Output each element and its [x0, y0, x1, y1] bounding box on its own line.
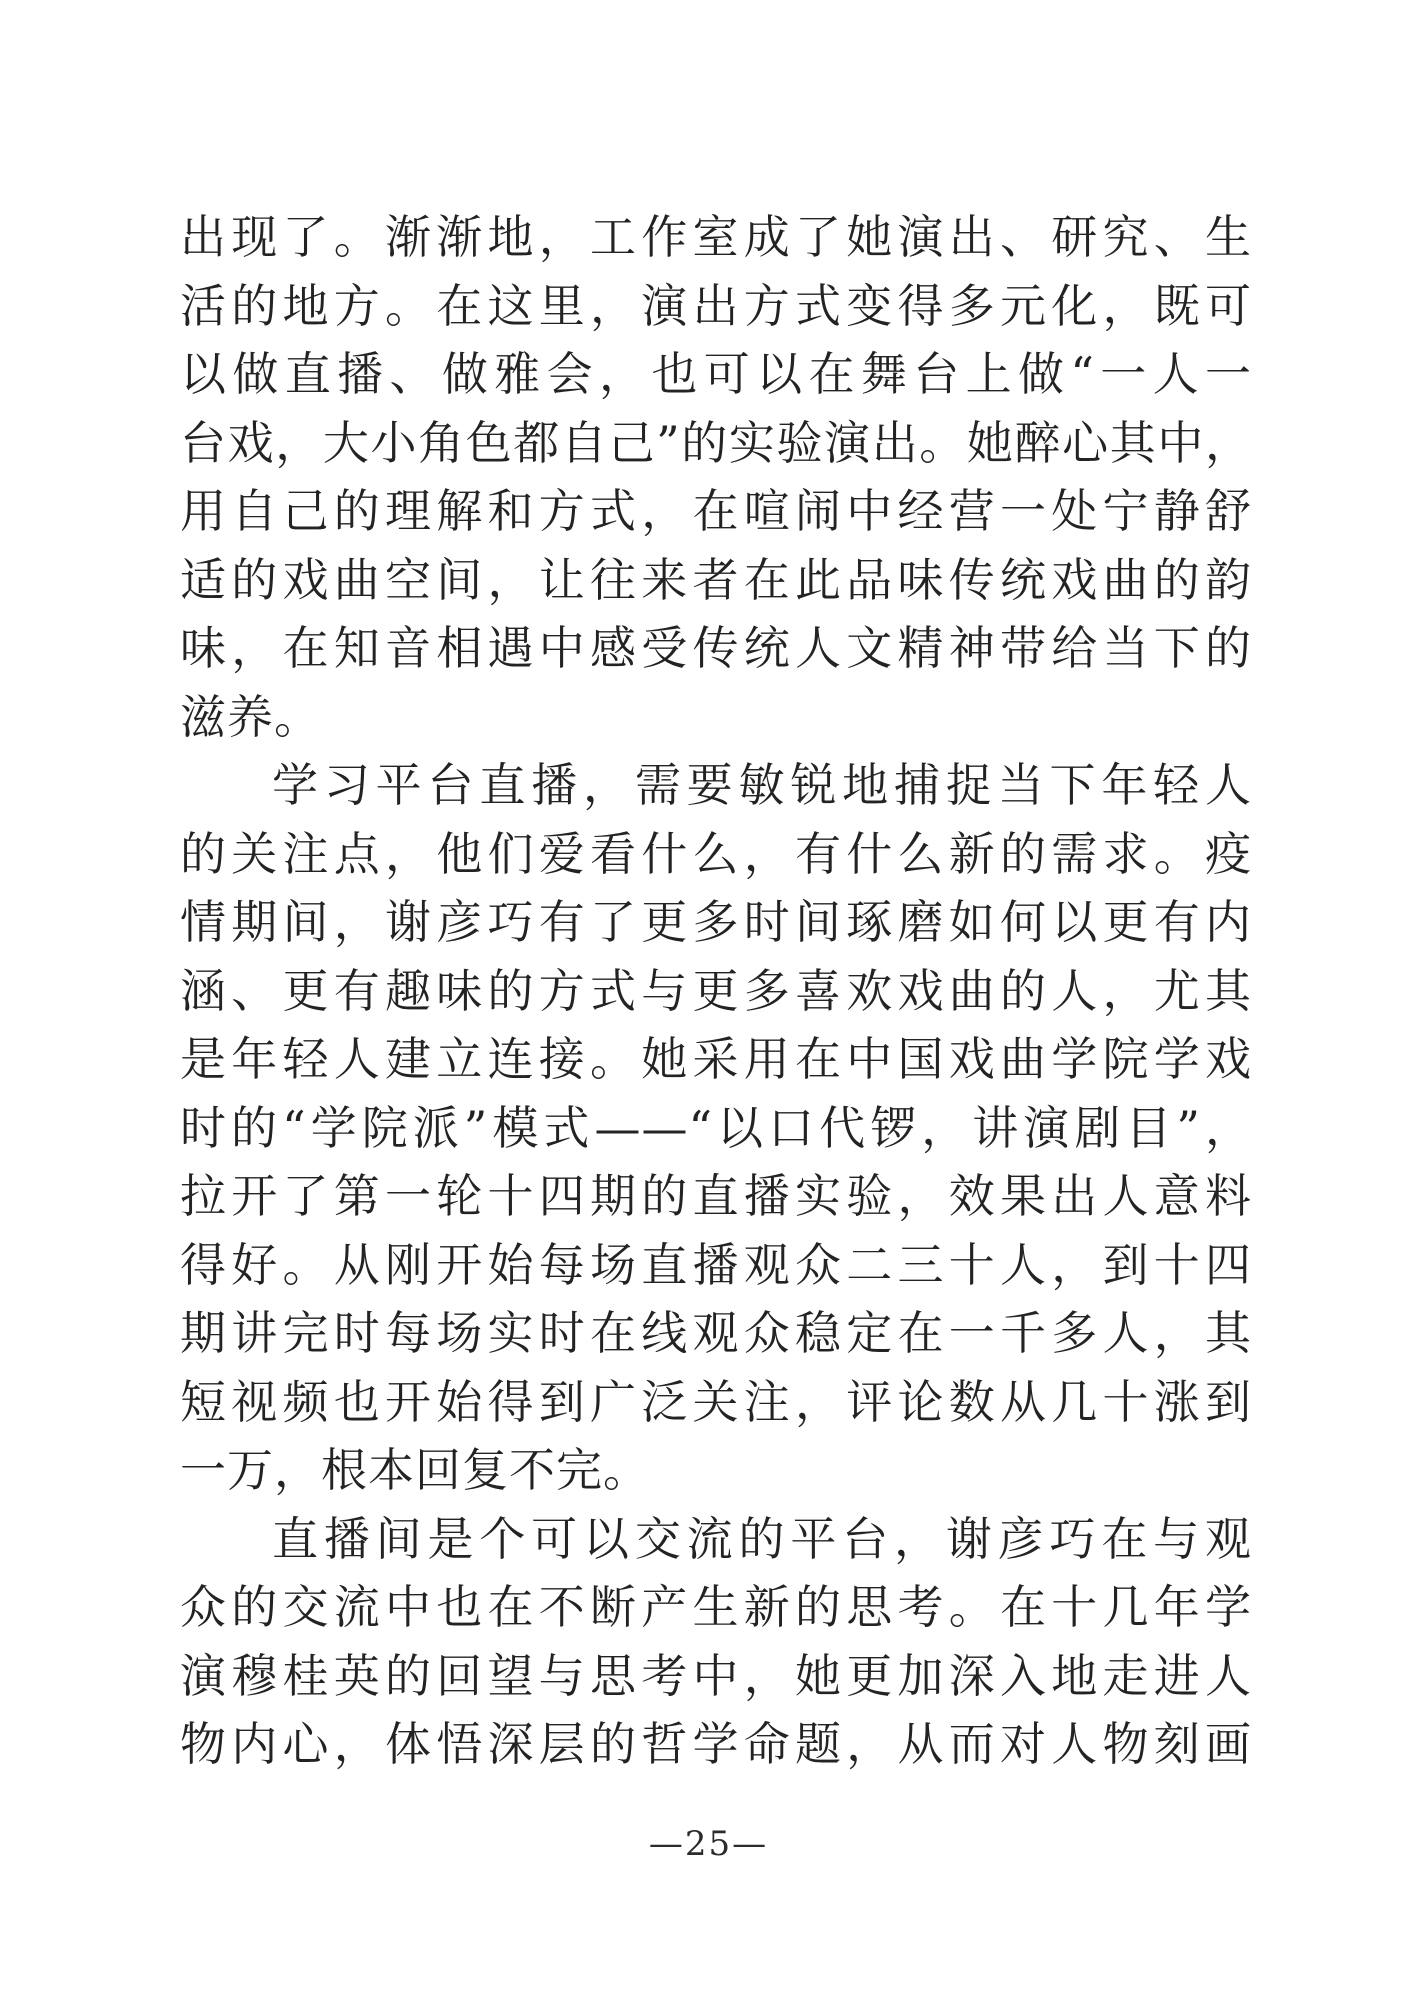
text-line: 众的交流中也在不断产生新的思考。在十几年学 — [180, 1580, 1252, 1634]
text-line: 滋养。 — [180, 689, 321, 744]
text-line: 时的“学院派”模式——“以口代锣，讲演剧目”， — [180, 1100, 1252, 1155]
text-line: 得好。从刚开始每场直播观众二三十人，到十四 — [180, 1237, 1252, 1292]
text-line: 拉开了第一轮十四期的直播实验，效果出人意料 — [180, 1169, 1252, 1223]
text-line: 涵、更有趣味的方式与更多喜欢戏曲的人，尤其 — [180, 963, 1252, 1018]
text-line: 一万，根本回复不完。 — [180, 1443, 650, 1497]
text-line: 期讲完时每场实时在线观众稳定在一千多人，其 — [180, 1306, 1252, 1360]
text-line: 演穆桂英的回望与思考中，她更加深入地走进人 — [180, 1648, 1252, 1703]
text-line: 适的戏曲空间，让往来者在此品味传统戏曲的韵 — [180, 552, 1252, 607]
text-line: 台戏，大小角色都自己”的实验演出。她醉心其中， — [180, 415, 1252, 470]
text-line: 是年轻人建立连接。她采用在中国戏曲学院学戏 — [180, 1032, 1252, 1086]
body-text — [180, 203, 1252, 1779]
text-line: 出现了。渐渐地，工作室成了她演出、研究、生 — [180, 210, 1252, 264]
text-line: 的关注点，他们爱看什么，有什么新的需求。疫 — [180, 826, 1252, 881]
text-line: 情期间，谢彦巧有了更多时间琢磨如何以更有内 — [180, 895, 1252, 949]
text-line: 学习平台直播，需要敏锐地捕捉当下年轻人 — [272, 758, 1252, 812]
text-line: 物内心，体悟深层的哲学命题，从而对人物刻画 — [180, 1717, 1252, 1771]
text-line: 以做直播、做雅会，也可以在舞台上做“一人一 — [180, 347, 1252, 401]
page-number: —25— — [648, 1824, 769, 1864]
text-line: 直播间是个可以交流的平台，谢彦巧在与观 — [272, 1511, 1252, 1566]
text-line: 活的地方。在这里，演出方式变得多元化，既可 — [180, 278, 1252, 333]
text-line: 用自己的理解和方式，在喧闹中经营一处宁静舒 — [180, 484, 1252, 538]
text-line: 味，在知音相遇中感受传统人文精神带给当下的 — [180, 621, 1252, 675]
text-line: 短视频也开始得到广泛关注，评论数从几十涨到 — [180, 1374, 1252, 1429]
